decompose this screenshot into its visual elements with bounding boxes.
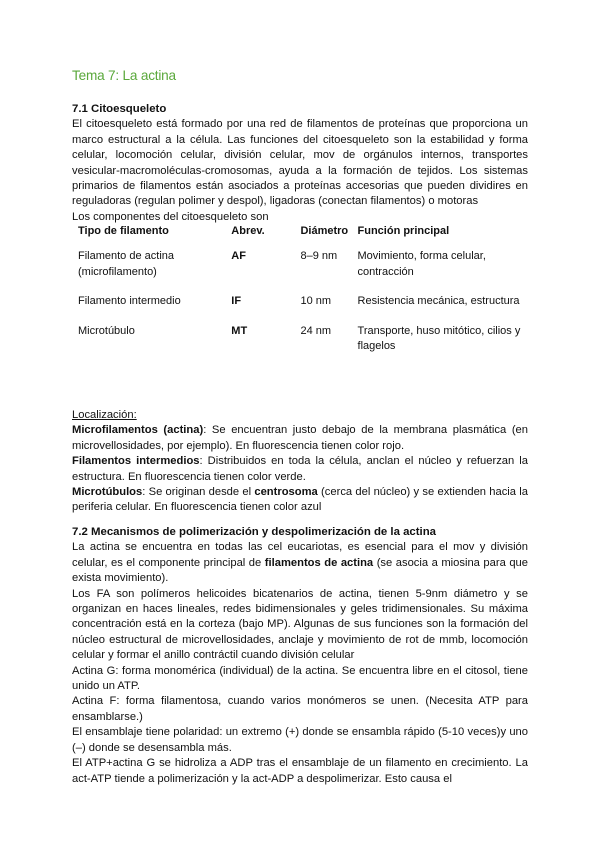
paragraph: Actina G: forma monomérica (individual) de la actina. Se encuentra libre en el citosol, tiene unido un ATP. (72, 664, 528, 693)
term-filamentos-intermedios: Filamentos intermedios (72, 455, 200, 468)
localization-heading: Localización: (72, 409, 137, 421)
paragraph (72, 454, 528, 485)
table-cell: Microtúbulo (78, 324, 135, 337)
paragraph-text: (se asocia a miosina para que exista movimiento). (72, 556, 529, 585)
section-heading: 7.2 Mecanismos de polimerización y despolimerización de la actina (72, 526, 436, 538)
table-cell: 24 nm (300, 324, 332, 337)
section-localizacion (72, 408, 528, 516)
table-row (72, 249, 528, 294)
paragraph-lead: Los componentes del citoesqueleto son (72, 210, 269, 223)
table-cell: Filamento intermedio (78, 295, 181, 308)
paragraph-text: : Distribuidos en toda la célula, anclan el núcleo y refuerzan la estructura. En fluorescencia tienen color verde. (72, 455, 528, 483)
table-cell: Transporte, huso mitótico, cilios y flagelos (357, 324, 521, 353)
term-filamentos-actina: filamentos de actina (264, 556, 374, 569)
term-centrosoma: centrosoma (254, 486, 318, 499)
table-row (72, 294, 528, 323)
term-microfilamentos: Microfilamentos (actina) (72, 424, 204, 437)
column-header: Abrev. (231, 225, 265, 237)
column-header: Función principal (357, 225, 450, 237)
paragraph-text: (cerca del núcleo) y se extienden hacia la periferia celular. En fluorescencia tienen color azul (72, 486, 528, 514)
paragraph-text: : Se encuentran justo debajo de la membrana plasmática (en microvellosidades, por ejemplo). En fluorescencia tienen color rojo. (72, 424, 528, 452)
table-cell: AF (231, 250, 246, 263)
section-heading: 7.1 Citoesqueleto (72, 103, 167, 115)
table-header-row (72, 224, 528, 249)
paragraph: Los FA son polímeros helicoides bicatenarios de actina, tienen 5-9nm diámetro y se organizan en haces lineales, redes bidimensionales y geles tridimensionales. Su máxima concentración está en la corteza (bajo MP). Algunas de sus funciones son la formación del núcleo estructural de microvellosidades, anclaje y movimiento de rot de mmb, locomoción celular y formar el anillo contráctil cuando división celular (72, 587, 528, 662)
table-row (72, 324, 528, 369)
paragraph (72, 485, 528, 516)
term-microtubulos: Microtúbulos (72, 486, 143, 499)
section-citoesqueleto (72, 102, 528, 225)
table-cell: MT (231, 324, 248, 337)
table-cell: 10 nm (300, 295, 332, 308)
paragraph-text: La actina se encuentra en todas las cel eucariotas, es esencial para el mov y división celular, es el componente principal de (72, 541, 528, 569)
paragraph-text: : Se originan desde el (142, 486, 255, 499)
components-table (72, 224, 528, 368)
column-header: Tipo de filamento (78, 225, 169, 237)
paragraph: El ATP+actina G se hidroliza a ADP tras el ensamblaje de un filamento en crecimiento. La act-ATP tiende a polimerización y la act-ADP a despolimerizar. Esto causa el (72, 757, 528, 785)
table-cell: Resistencia mecánica, estructura (357, 295, 520, 308)
column-header: Diámetro (300, 225, 349, 237)
paragraph (72, 423, 528, 454)
table-cell: Filamento de actina (microfilamento) (78, 250, 174, 278)
paragraph (72, 540, 528, 586)
table-cell: Movimiento, forma celular, contracción (357, 250, 486, 278)
paragraph: El citoesqueleto está formado por una red de filamentos de proteínas que proporciona un marco estructural a la célula. Las funciones del citoesqueleto son la estabilidad y forma celular, locomoción celular, división celular, mov de orgánulos internos, transportes vesicular-macromoléculas-cromosomas, ayuda a la formación de tejidos. Los sistemas primarios de filamentos están asociados a proteínas accesorias que pueden dividires en reguladoras (regulan polimer y despol), ligadoras (conectan filamentos) o motoras (72, 118, 528, 208)
table-cell: 8–9 nm (300, 250, 338, 263)
paragraph: Actina F: forma filamentosa, cuando varios monómeros se unen. (Necesita ATP para ensamblarse.) (72, 695, 528, 723)
section-polimerizacion (72, 525, 528, 787)
paragraph: El ensamblaje tiene polaridad: un extremo (+) donde se ensambla rápido (5-10 veces)y uno (–) donde se desensambla más. (72, 726, 528, 754)
page-title: Tema 7: La actina (72, 68, 176, 83)
table-cell: IF (231, 295, 242, 308)
